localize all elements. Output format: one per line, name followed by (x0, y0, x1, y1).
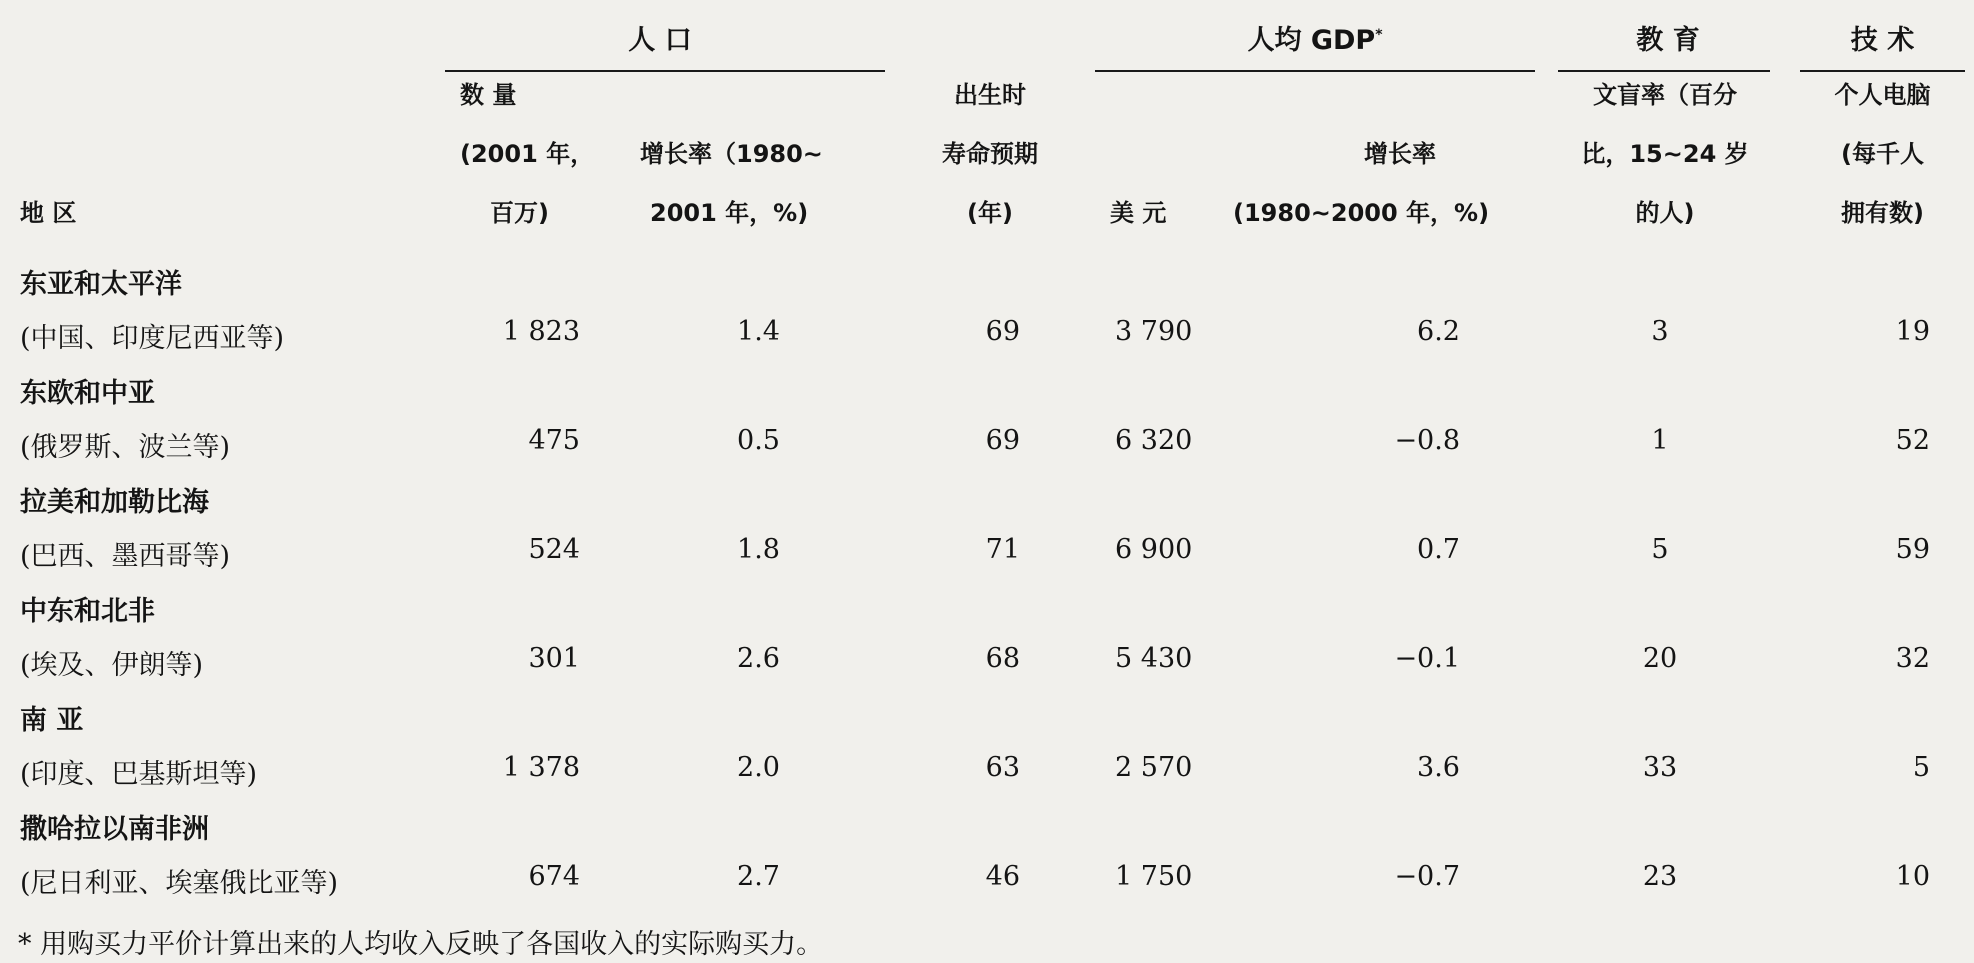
header-illiteracy-2: 比，15~24 岁 (1581, 140, 1749, 168)
cell-pc: 52 (1895, 425, 1930, 456)
cell-pop: 475 (528, 425, 580, 456)
header-pop-count-3: 百万) (490, 199, 549, 227)
gdp-footnote-mark: * (1375, 27, 1383, 43)
header-life-1: 出生时 (954, 81, 1026, 109)
cell-gdp-growth: −0.8 (1394, 425, 1460, 456)
header-pc-3: 拥有数) (1841, 199, 1924, 227)
cell-pop: 674 (528, 861, 580, 892)
cell-life: 63 (985, 752, 1020, 783)
header-life-2: 寿命预期 (942, 140, 1038, 168)
cell-pc: 59 (1895, 534, 1930, 565)
cell-illiteracy: 5 (1651, 534, 1669, 565)
header-region: 地 区 (20, 199, 77, 227)
header-pop-growth-2: 2001 年，%) (650, 199, 809, 227)
gdp-rule (1095, 70, 1535, 72)
header-illiteracy-3: 的人) (1635, 199, 1695, 227)
gdp-label: 人均 GDP (1247, 25, 1376, 56)
header-gdp-growth-1: 增长率 (1364, 140, 1436, 168)
cell-growth: 1.4 (737, 316, 780, 347)
header-pc-2: (每千人 (1841, 140, 1924, 168)
cell-growth: 2.7 (737, 861, 780, 892)
cell-growth: 2.6 (737, 643, 780, 674)
group-header-technology: 技 术 (1850, 25, 1915, 56)
cell-pop: 1 823 (502, 316, 580, 347)
region-name: 东亚和太平洋 (20, 269, 182, 300)
header-pop-growth-1: 增长率（1980~ (640, 140, 823, 168)
cell-pc: 5 (1912, 752, 1930, 783)
cell-gdp-growth: 0.7 (1417, 534, 1460, 565)
cell-life: 46 (985, 861, 1020, 892)
cell-growth: 1.8 (737, 534, 780, 565)
cell-gdp: 3 790 (1115, 316, 1193, 347)
cell-gdp: 6 320 (1115, 425, 1193, 456)
region-examples: (埃及、伊朗等) (20, 650, 204, 681)
header-gdp-growth-2: (1980~2000 年，%) (1233, 199, 1490, 227)
cell-illiteracy: 33 (1642, 752, 1678, 783)
cell-growth: 2.0 (737, 752, 780, 783)
cell-gdp-growth: 6.2 (1417, 316, 1460, 347)
region-name: 撒哈拉以南非洲 (20, 814, 209, 845)
cell-gdp-growth: −0.1 (1394, 643, 1460, 674)
region-name: 中东和北非 (20, 596, 155, 627)
region-examples: (中国、印度尼西亚等) (20, 323, 285, 354)
cell-gdp: 5 430 (1115, 643, 1193, 674)
cell-life: 69 (985, 425, 1020, 456)
cell-gdp: 6 900 (1115, 534, 1193, 565)
cell-pop: 301 (528, 643, 580, 674)
cell-illiteracy: 23 (1642, 861, 1678, 892)
cell-pc: 19 (1895, 316, 1930, 347)
cell-life: 68 (985, 643, 1020, 674)
cell-pop: 524 (528, 534, 580, 565)
group-header-population: 人 口 (628, 25, 692, 56)
region-examples: (印度、巴基斯坦等) (20, 759, 258, 790)
header-pop-count-1: 数 量 (460, 81, 517, 109)
region-name: 南 亚 (20, 705, 84, 736)
cell-life: 71 (985, 534, 1020, 565)
cell-pc: 10 (1895, 861, 1930, 892)
region-examples: (巴西、墨西哥等) (20, 541, 231, 572)
region-name: 拉美和加勒比海 (20, 487, 209, 518)
cell-illiteracy: 3 (1651, 316, 1669, 347)
header-pop-count-2: (2001 年， (460, 140, 595, 168)
region-examples: (俄罗斯、波兰等) (20, 432, 231, 463)
cell-gdp-growth: 3.6 (1417, 752, 1460, 783)
region-name: 东欧和中亚 (20, 378, 155, 409)
group-header-gdp (1095, 18, 1535, 57)
header-life-3: (年) (967, 199, 1013, 227)
cell-gdp: 1 750 (1115, 861, 1193, 892)
cell-pop: 1 378 (502, 752, 580, 783)
cell-gdp: 2 570 (1115, 752, 1193, 783)
footnote: * 用购买力平价计算出来的人均收入反映了各国收入的实际购买力。 (18, 929, 824, 960)
group-header-education: 教 育 (1636, 25, 1700, 56)
header-illiteracy-1: 文盲率（百分 (1593, 81, 1737, 109)
cell-growth: 0.5 (737, 425, 780, 456)
header-pc-1: 个人电脑 (1834, 81, 1931, 109)
region-examples: (尼日利亚、埃塞俄比亚等) (20, 868, 339, 899)
header-gdp-usd: 美 元 (1110, 199, 1167, 227)
cell-life: 69 (985, 316, 1020, 347)
cell-pc: 32 (1895, 643, 1930, 674)
cell-gdp-growth: −0.7 (1394, 861, 1460, 892)
cell-illiteracy: 20 (1642, 643, 1678, 674)
cell-illiteracy: 1 (1651, 425, 1669, 456)
